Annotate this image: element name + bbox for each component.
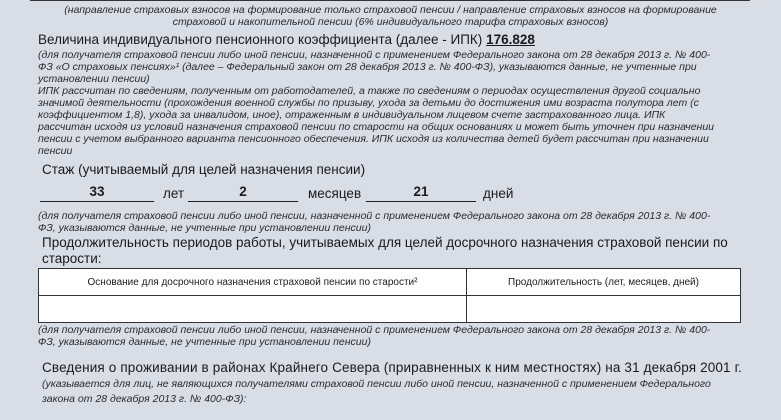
stazh-months-unit: месяцев bbox=[308, 186, 362, 201]
note2-line2: ФЗ, указываются данные, не учтенные при установлении пенсии) bbox=[38, 222, 371, 234]
note3-line2: ФЗ, указываются данные, не учтенные при установлении пенсии) bbox=[38, 336, 371, 348]
explanation-line4: рассчитан исходя из условий назначения страховой пенсии по старости на общих основаниях и может быть уточнен при назначении bbox=[38, 121, 714, 133]
stazh-days-unit: дней bbox=[483, 186, 514, 201]
explanation-line3: коэффициентом 1,8), ухода за инвалидом, иное), отраженным в индивидуальном лицевом счете застрахованного лица. ИПК bbox=[38, 109, 666, 121]
stazh-years-field: 33 bbox=[40, 184, 154, 202]
stazh-label: Стаж (учитываемый для целей назначения пенсии) bbox=[42, 162, 366, 177]
stazh-years-unit: лет bbox=[163, 186, 185, 201]
table-row bbox=[39, 296, 741, 323]
table-cell-duration bbox=[467, 296, 741, 323]
early-periods-title-line2: старости: bbox=[42, 251, 102, 266]
stazh-days-field: 21 bbox=[366, 184, 476, 202]
table-header-duration: Продолжительность (лет, месяцев, дней) bbox=[467, 269, 741, 296]
ipk-row bbox=[38, 32, 535, 47]
early-periods-title-line1: Продолжительность периодов работы, учитываемых для целей досрочного назначения страховой пенсии по bbox=[42, 235, 728, 250]
note3-line1: (для получателя страховой пенсии либо иной пенсии, назначенной с применением Федерального закона от 28 декабря 2013 г. № 400- bbox=[38, 324, 711, 336]
ipk-value: 176.828 bbox=[486, 32, 535, 47]
explanation-line1: ИПК рассчитан по сведениям, полученным от работодателей, а также по сведениям о периодах осуществления другой социально bbox=[38, 85, 701, 97]
north-title: Сведения о проживании в районах Крайнего Севера (приравненных к ним местностях) на 31 декабря 2001 г. bbox=[42, 360, 742, 375]
explanation-line6: пенсии bbox=[38, 145, 73, 157]
north-note-line2: закона от 28 декабря 2013 г. № 400-ФЗ): bbox=[42, 393, 247, 405]
note1-line1: (для получателя страховой пенсии либо иной пенсии, назначенной с применением Федерального закона от 28 декабря 2013 г. № 400- bbox=[38, 49, 711, 61]
table-header-basis: Основание для досрочного назначения страховой пенсии по старости² bbox=[39, 269, 467, 296]
ipk-label: Величина индивидуального пенсионного коэффициента (далее - ИПК) bbox=[38, 32, 483, 47]
note1-line3: установлении пенсии) bbox=[38, 73, 150, 85]
note2-line1: (для получателя страховой пенсии либо иной пенсии, назначенной с применением Федерального закона от 28 декабря 2013 г. № 400- bbox=[38, 210, 711, 222]
early-periods-table bbox=[38, 268, 741, 323]
header-note-line1: (направление страховых взносов на формирование только страховой пенсии / направление страховых взносов на формирование bbox=[64, 4, 717, 16]
stazh-months-field: 2 bbox=[188, 184, 298, 202]
table-cell-basis bbox=[39, 296, 467, 323]
top-rule bbox=[30, 0, 750, 1]
header-note-line2: страховой и накопительной пенсии (6% индивидуального тарифа страховых взносов) bbox=[172, 16, 609, 28]
explanation-line5: пенсии с учетом выбранного варианта пенсионного обеспечения. ИПК исходя из количества детей будет рассчитан при назначении bbox=[38, 133, 709, 145]
note1-line2: ФЗ «О страховых пенсиях»¹ (далее – Федеральный закон от 28 декабря 2013 г. № 400-ФЗ), указываются данные, не учтенные при bbox=[38, 61, 697, 73]
explanation-line2: значимой деятельности (прохождения военной службы по призыву, ухода за детьми до достижения ими возраста полутора лет (с bbox=[38, 97, 699, 109]
table-header-row bbox=[39, 269, 741, 296]
north-note-line1: (указывается для лиц, не являющихся получателями страховой пенсии либо иной пенсии, назначенной с применением Федерального bbox=[42, 378, 711, 390]
